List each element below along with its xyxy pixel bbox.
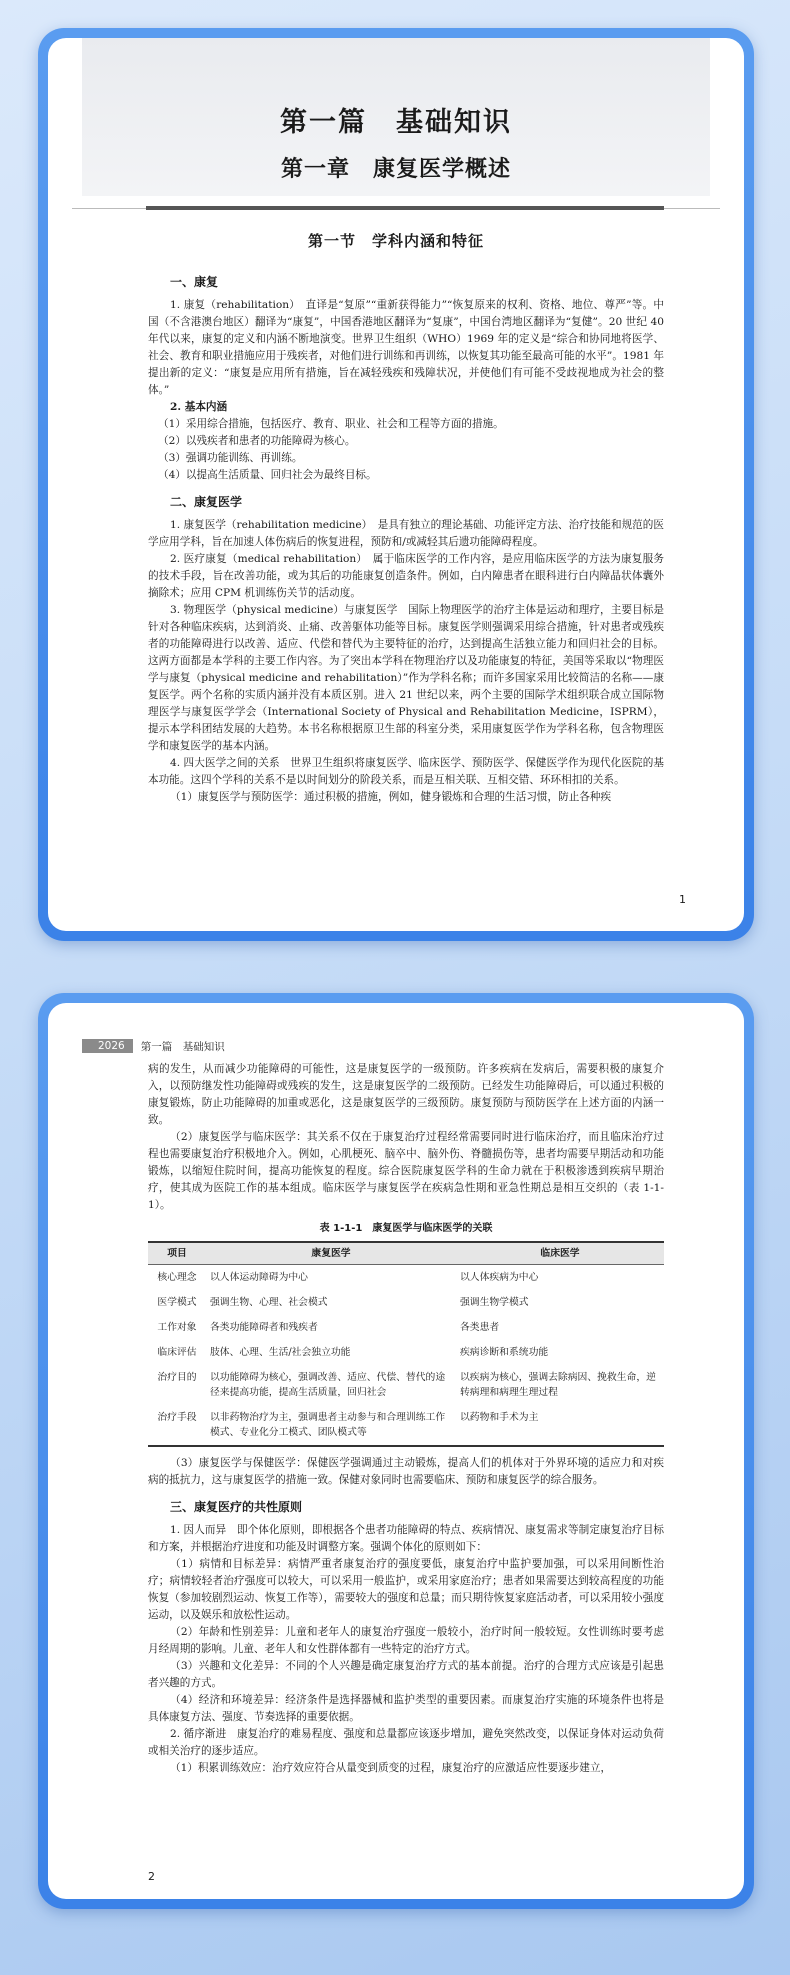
table-cell: 以人体疾病为中心	[460, 1272, 539, 1283]
table-cell: 各类患者	[460, 1322, 500, 1333]
table-header-cell: 临床医学	[456, 1242, 664, 1265]
table-cell: 以功能障碍为核心，强调改善、适应、代偿、替代的途径来提高功能，提高生活质量，回归社会	[210, 1372, 446, 1398]
list-item: （2）以残疾者和患者的功能障碍为核心。	[158, 435, 356, 447]
table-cell: 强调生物学模式	[460, 1297, 529, 1308]
part-title: 第一篇 基础知识	[280, 107, 512, 138]
table-header-cell: 康复医学	[206, 1242, 456, 1265]
table-caption: 表 1-1-1 康复医学与临床医学的关联	[319, 1223, 493, 1234]
page-card-2	[38, 993, 754, 1909]
list-item: （4）以提高生活质量、回归社会为最终目标。	[158, 469, 377, 481]
page-1[interactable]	[48, 38, 744, 931]
table-row	[148, 1290, 664, 1315]
table-row	[148, 1365, 664, 1405]
paragraph-physical-medicine: 3. 物理医学（physical medicine）与康复医学 国际上物理医学的治疗主体是运动和理疗，主要目标是针对各种临床疾病，达到消炎、止痛、改善躯体功能等目标。康复医学则强调采用综合措施，针对患者或残疾者的功能障碍进行以改善、适应、代偿和替代为主要特征的治疗，达到提高生活独立能力和回归社会的目标。这两方面都是本学科的主要工作内容。为了突出本学科在物理治疗以及功能康复的特征，美国等采取以“物理医学与康复（physical medicine and rehabilitation）”作为学科名称；而许多国家采用比较简洁的名称——康复医学。两个名称的实质内涵并没有本质区别。进入 21 世纪以来，两个主要的国际学术组织联合成立国际物理医学与康复医学学会（International Society of Physical and Rehabilitation Medicine，ISPRM），提示本学科团结发展的大趋势。本书名称根据原卫生部的科室分类，采用康复医学作为学科名称，包含物理医学和康复医学的基本内涵。	[148, 604, 664, 752]
heading-principles: 三、康复医疗的共性原则	[170, 1500, 303, 1514]
section-title: 第一节 学科内涵和特征	[307, 232, 484, 250]
paragraph-clinical: （2）康复医学与临床医学：其关系不仅在于康复治疗过程经常需要同时进行临床治疗，而且临床治疗过程也需要康复治疗积极地介入。例如，心肌梗死、脑卒中、脑外伤、脊髓损伤等，患者均需要早期活动和功能锻炼，以缩短住院时间，提高功能恢复的程度。综合医院康复医学科的生命力就在于积极渗透到疾病早期治疗，使其成为医院工作的基本组成。临床医学与康复医学在疾病急性期和亚急性期总是相互交织的（表 1-1-1）。	[148, 1131, 664, 1211]
heading-rehabilitation: 一、康复	[170, 275, 219, 289]
table-header-row	[148, 1242, 664, 1265]
page-2[interactable]	[48, 1003, 744, 1899]
table-cell: 强调生物、心理、社会模式	[210, 1297, 328, 1308]
table-cell: 治疗手段	[148, 1405, 206, 1446]
paragraph-rehab-medicine: 1. 康复医学（rehabilitation medicine） 是具有独立的理论基础、功能评定方法、治疗技能和规范的医学应用学科，旨在加速人体伤病后的恢复进程，预防和/或减轻其后遗功能障碍程度。	[148, 519, 664, 548]
list-item: （1）采用综合措施，包括医疗、教育、职业、社会和工程等方面的措施。	[158, 418, 504, 430]
table-cell: 核心理念	[157, 1272, 197, 1283]
table-cell: 治疗目的	[157, 1372, 197, 1383]
table-header-cell: 项目	[148, 1242, 206, 1265]
paragraph-four-medicines: 4. 四大医学之间的关系 世界卫生组织将康复医学、临床医学、预防医学、保健医学作为现代化医院的基本功能。这四个学科的关系不是以时间划分的阶段关系，而是互相关联、互相交错、环环相扣的关系。	[148, 757, 664, 786]
paragraph-age-gender-diff: （2）年龄和性别差异：儿童和老年人的康复治疗强度一般较小，治疗时间一般较短。女性训练时要考虑月经周期的影响。儿童、老年人和女性群体都有一些特定的治疗方式。	[148, 1626, 664, 1655]
table-cell: 各类功能障碍者和残疾者	[210, 1322, 318, 1333]
table-cell: 疾病诊断和系统功能	[460, 1347, 549, 1358]
title-header	[82, 38, 710, 196]
table-cell: 以疾病为核心，强调去除病因、挽救生命，逆转病理和病理生理过程	[460, 1372, 656, 1398]
chapter-title: 第一章 康复医学概述	[280, 156, 511, 182]
table-row	[148, 1315, 664, 1340]
paragraph-prevention-cont: 病的发生，从而减少功能障碍的可能性，这是康复医学的一级预防。许多疾病在发病后，需要积极的康复介入，以预防继发性功能障碍或残疾的发生，这是康复医学的二级预防。已经发生功能障碍后，可以通过积极的康复锻炼，防止功能障碍的加重或恶化，这是康复医学的三级预防。康复预防与预防医学在上述方面的内涵一致。	[148, 1063, 664, 1126]
running-title: 第一篇 基础知识	[140, 1040, 225, 1053]
comparison-table	[148, 1241, 664, 1447]
table-row	[148, 1405, 664, 1446]
header-rule-thick	[146, 206, 664, 210]
table-cell: 肢体、心理、生活/社会独立功能	[210, 1347, 351, 1358]
paragraph-training-effect: （1）积累训练效应：治疗效应符合从量变到质变的过程，康复治疗的应激适应性要逐步建立，	[170, 1762, 612, 1774]
page-number: 1	[679, 893, 686, 906]
heading-basic-meaning: 2. 基本内涵	[170, 401, 228, 413]
table-cell: 以药物和手术为主	[456, 1405, 664, 1446]
paragraph-rehab-definition: 1. 康复（rehabilitation） 直译是“复原”“重新获得能力”“恢复原来的权利、资格、地位、尊严”等。中国（不含港澳台地区）翻译为“康复”，中国香港地区翻译为“复康”，中国台湾地区翻译为“复健”。20 世纪 40 年代以来，康复的定义和内涵不断地演变。世界卫生组织（WHO）1969 年的定义是“综合和协同地将医学、社会、教育和职业措施应用于残疾者，对他们进行训练和再训练，以恢复其功能至最高可能的水平”。1981 年提出新的定义：“康复是应用所有措施，旨在减轻残疾和残障状况，并使他们有可能不受歧视地成为社会的整体。”	[148, 299, 664, 396]
paragraph-individualized: 1. 因人而异 即个体化原则，即根据各个患者功能障碍的特点、疾病情况、康复需求等制定康复治疗目标和方案，并根据治疗进度和功能及时调整方案。强调个体化的原则如下：	[148, 1524, 664, 1553]
table-row	[148, 1340, 664, 1365]
paragraph-economic-diff: （4）经济和环境差异：经济条件是选择器械和监护类型的重要因素。而康复治疗实施的环境条件也将是具体康复方法、强度、节奏选择的重要依据。	[148, 1694, 664, 1723]
page-1-body	[148, 270, 664, 806]
table-cell: 以非药物治疗为主，强调患者主动参与和合理训练工作模式、专业化分工模式、团队模式等	[206, 1405, 456, 1446]
table-cell: 以人体运动障碍为中心	[210, 1272, 308, 1283]
paragraph-health-care: （3）康复医学与保健医学：保健医学强调通过主动锻炼，提高人们的机体对于外界环境的适应力和对疾病的抵抗力，这与康复医学的措施一致。保健对象同时也需要临床、预防和康复医学的综合服务。	[148, 1457, 664, 1486]
paragraph-interest-diff: （3）兴趣和文化差异：不同的个人兴趣是确定康复治疗方式的基本前提。治疗的合理方式应该是引起患者兴趣的方式。	[148, 1660, 664, 1689]
heading-rehab-medicine: 二、康复医学	[170, 495, 243, 509]
paragraph-prevention: （1）康复医学与预防医学：通过积极的措施，例如，健身锻炼和合理的生活习惯，防止各种疾	[170, 791, 612, 803]
page-number: 2	[148, 1870, 155, 1883]
page-2-body	[148, 1061, 664, 1777]
running-header	[82, 1037, 225, 1055]
paragraph-medical-rehab: 2. 医疗康复（medical rehabilitation） 属于临床医学的工作内容，是应用临床医学的方法为康复服务的技术手段，旨在改善功能，或为其后的功能康复创造条件。例如，白内障患者在眼科进行白内障晶状体囊外摘除术；应用 CPM 机训练伤关节的活动度。	[148, 553, 664, 599]
page-card-1	[38, 28, 754, 941]
year-tab: 2026	[82, 1039, 133, 1053]
table-cell: 工作对象	[157, 1322, 197, 1333]
table-cell: 临床评估	[157, 1347, 197, 1358]
table-cell: 医学模式	[157, 1297, 197, 1308]
paragraph-condition-diff: （1）病情和目标差异：病情严重者康复治疗的强度要低，康复治疗中监护要加强，可以采用间断性治疗；病情较轻者治疗强度可以较大，可以采用一般监护，或采用家庭治疗；患者如果需要达到较高程度的功能恢复（参加较剧烈运动、恢复工作等），需要较大的强度和总量；而只期待恢复家庭活动者，可以采用较小强度运动，以及娱乐和放松性运动。	[148, 1558, 664, 1621]
paragraph-gradual: 2. 循序渐进 康复治疗的难易程度、强度和总量都应该逐步增加，避免突然改变，以保证身体对运动负荷或相关治疗的逐步适应。	[148, 1728, 664, 1757]
list-item: （3）强调功能训练、再训练。	[158, 452, 303, 464]
table-row	[148, 1265, 664, 1291]
